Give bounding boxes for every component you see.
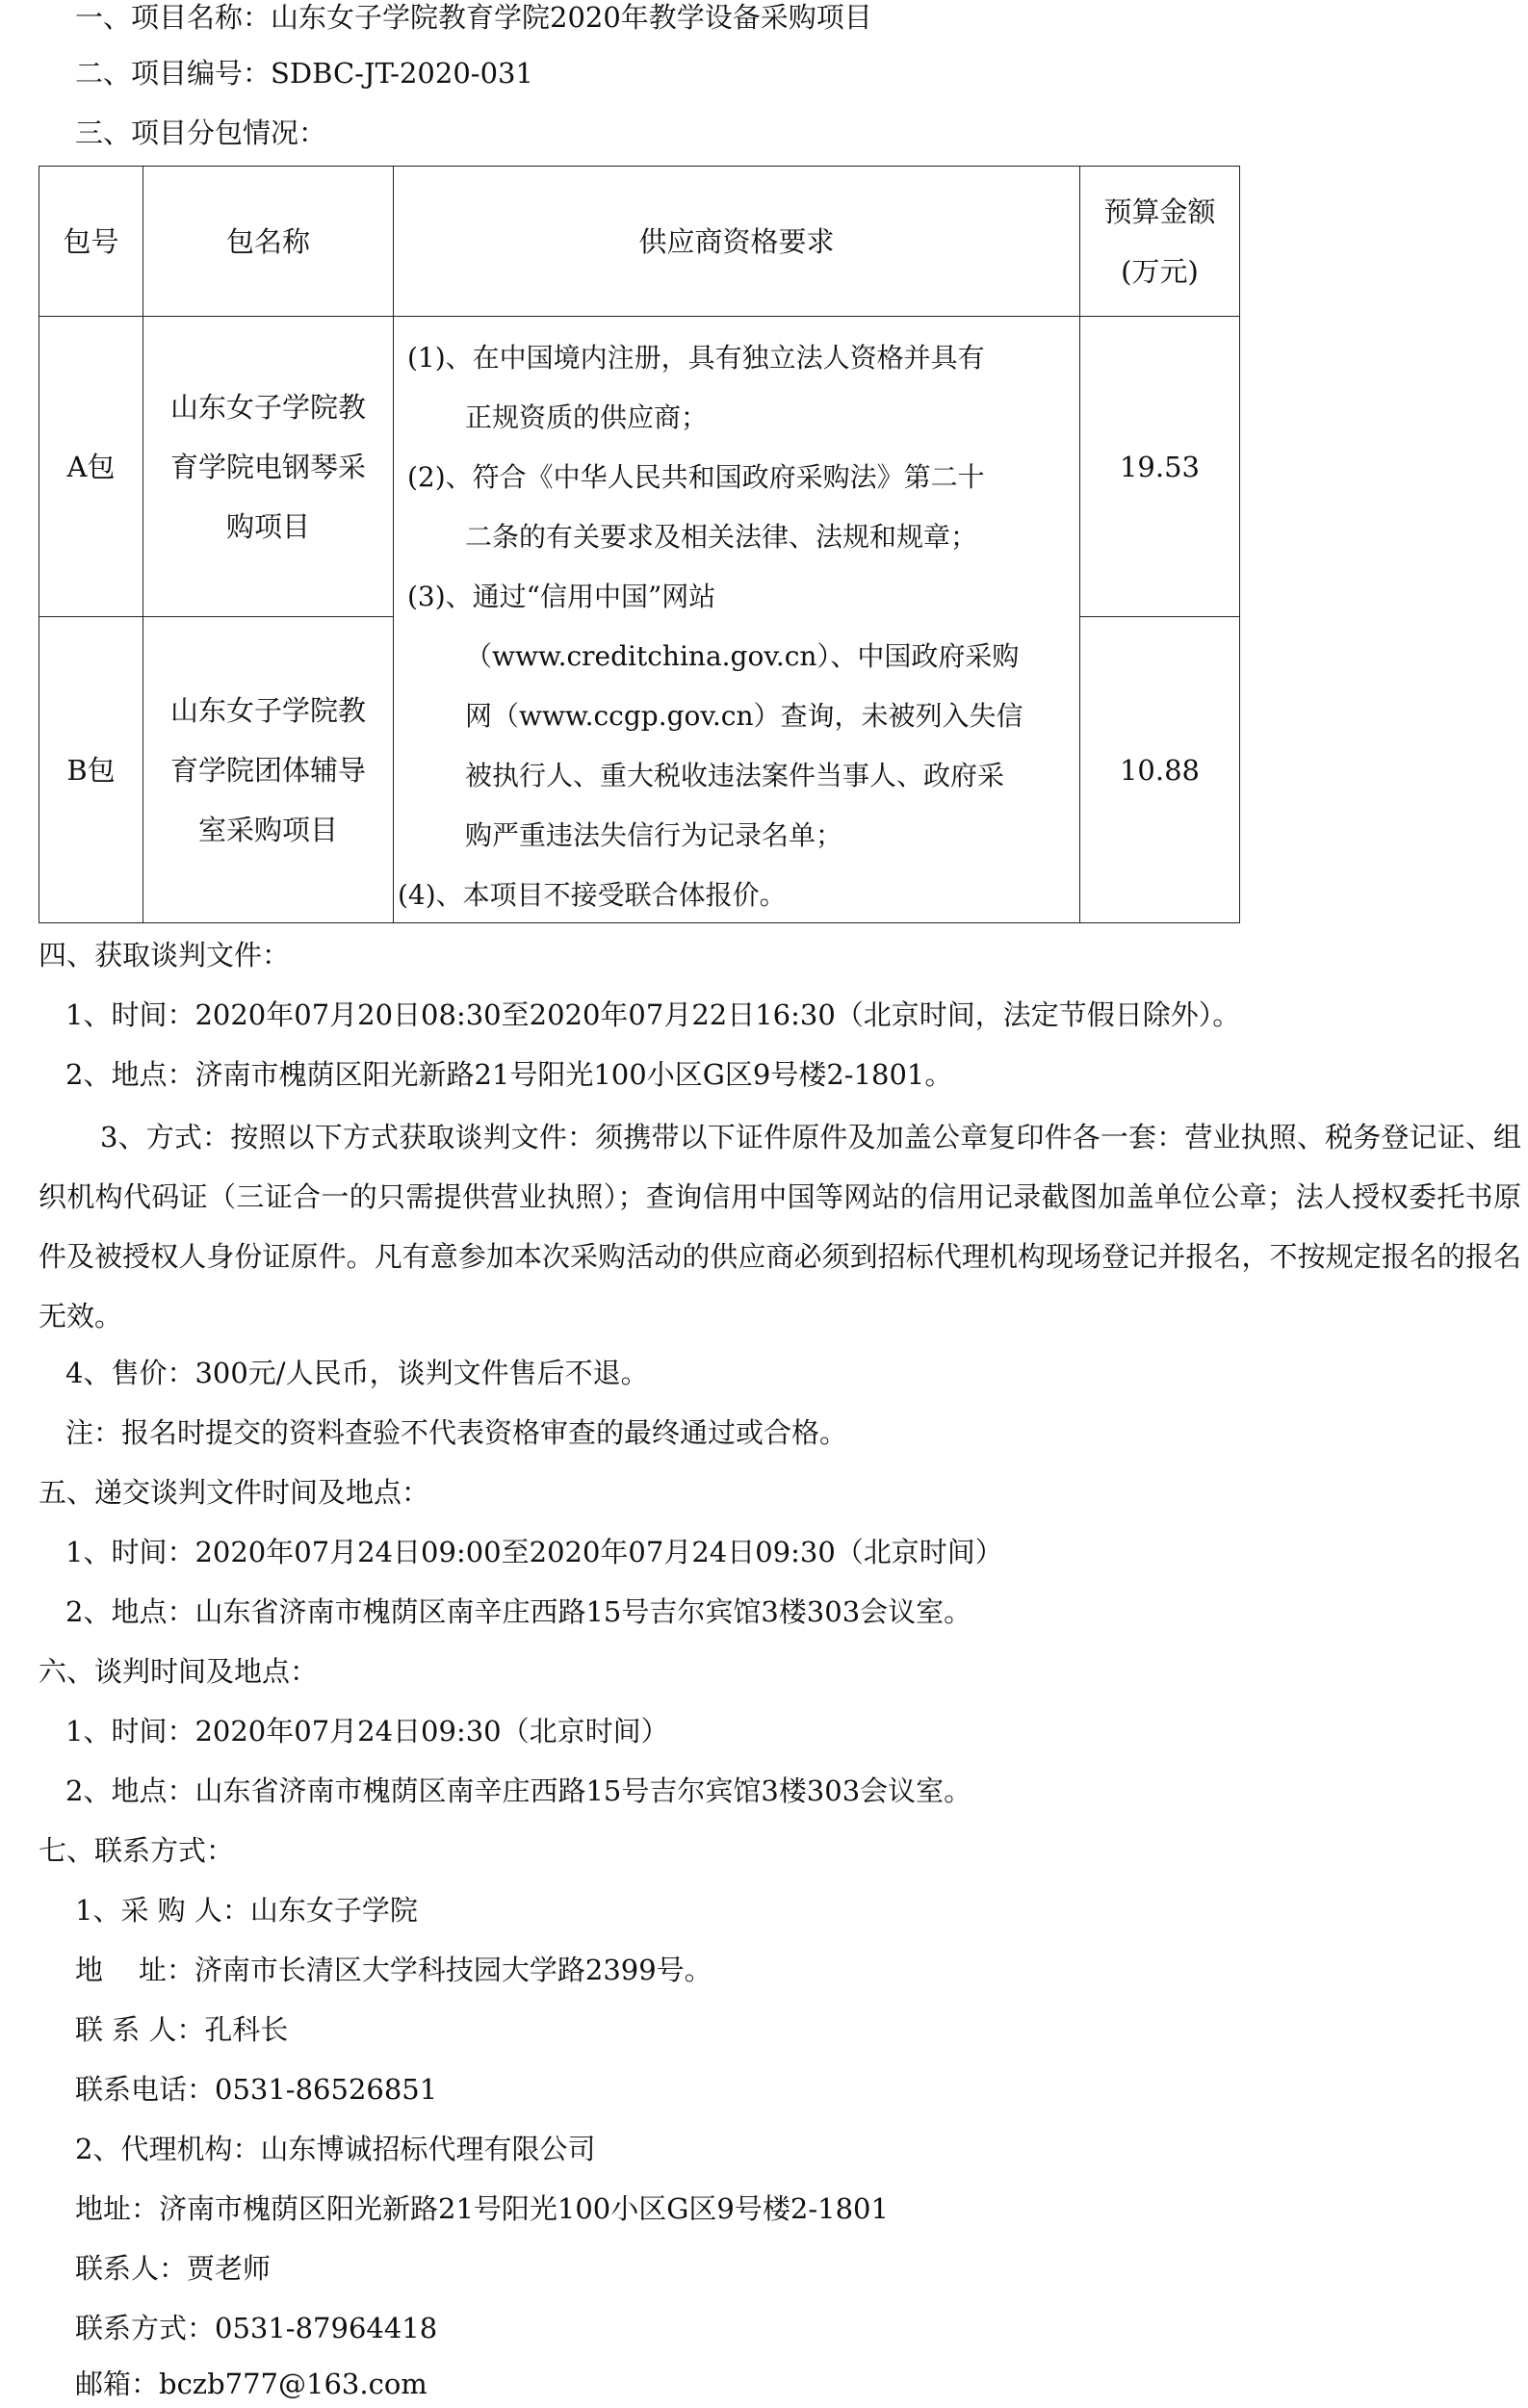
package-name-a-line2: 育学院电钢琴采 [169,450,366,483]
requirement-line: （www.creditchina.gov.cn）、中国政府采购 [465,640,1020,672]
buyer-name: 1、采 购 人：山东女子学院 [75,1894,418,1927]
budget-b: 10.88 [1080,617,1240,923]
requirement-line: 购严重违法失信行为记录名单； [465,819,843,851]
package-id-b: B包 [39,617,143,923]
section-6-place: 2、地点：山东省济南市槐荫区南辛庄西路15号吉尔宾馆3楼303会议室。 [65,1774,972,1807]
budget-a: 19.53 [1080,317,1240,617]
package-table [39,166,1240,923]
header-budget-line2: (万元) [1121,254,1199,288]
requirements-wrapper [394,317,1079,922]
package-name-b [143,617,394,923]
package-name-a-line3: 购项目 [225,509,310,543]
section-4-note: 注：报名时提交的资料查验不代表资格审查的最终通过或合格。 [65,1416,848,1449]
agent-email: 邮箱：bczb777@163.com [75,2368,427,2400]
package-id-a: A包 [39,317,143,617]
section-4-price: 4、售价：300元/人民币，谈判文件售后不退。 [65,1357,649,1389]
requirement-line: 二条的有关要求及相关法律、法规和规章； [465,521,978,553]
requirement-line: (4)、本项目不接受联合体报价。 [398,879,787,911]
agent-phone: 联系方式：0531-87964418 [75,2312,438,2344]
header-package-id: 包号 [39,167,143,317]
section-6-title: 六、谈判时间及地点： [39,1655,319,1688]
header-budget [1080,167,1240,317]
section-5-title: 五、递交谈判文件时间及地点： [39,1476,430,1509]
header-requirements: 供应商资格要求 [394,167,1080,317]
package-name-b-line2: 育学院团体辅导 [169,753,366,787]
section-4-place: 2、地点：济南市槐荫区阳光新路21号阳光100小区G区9号楼2-1801。 [65,1058,953,1091]
section-7-title: 七、联系方式： [39,1834,235,1867]
section-5-place: 2、地点：山东省济南市槐荫区南辛庄西路15号吉尔宾馆3楼303会议室。 [65,1595,972,1628]
package-name-a [143,317,394,617]
package-name-b-line3: 室采购项目 [197,813,338,846]
section-4-title: 四、获取谈判文件： [39,939,291,971]
requirement-line: 被执行人、重大税收违法案件当事人、政府采 [465,760,1005,791]
requirement-line: (1)、在中国境内注册，具有独立法人资格并具有 [407,342,985,374]
header-budget-line1: 预算金额 [1103,194,1216,228]
section-4-time: 1、时间：2020年07月20日08:30至2020年07月22日16:30（北京时间，法定节假日除外）。 [65,998,1241,1031]
agent-name: 2、代理机构：山东博诚招标代理有限公司 [75,2133,596,2165]
agent-address: 地址：济南市槐荫区阳光新路21号阳光100小区G区9号楼2-1801 [75,2192,889,2225]
buyer-contact: 联 系 人：孔科长 [75,2013,289,2046]
section-4-method: 3、方式：按照以下方式获取谈判文件：须携带以下证件原件及加盖公章复印件各一套：营业执照、税务登记证、组织机构代码证（三证合一的只需提供营业执照）；查询信用中国等网站的信用记录截图加盖单位公章；法人授权委托书原件及被授权人身份证原件。凡有意参加本次采购活动的供应商必须到招标代理机构现场登记并报名，不按规定报名的报名无效。 [39,1121,1521,1333]
section-1-project-name: 一、项目名称：山东女子学院教育学院2020年教学设备采购项目 [75,1,872,34]
requirement-line: (3)、通过“信用中国”网站 [407,581,716,612]
table-header-row [39,167,1240,317]
agent-contact: 联系人：贾老师 [75,2252,272,2285]
requirement-line: (2)、符合《中华人民共和国政府采购法》第二十 [407,461,985,493]
package-name-a-line1: 山东女子学院教 [169,390,366,424]
section-6-time: 1、时间：2020年07月24日09:30（北京时间） [65,1715,669,1748]
requirement-line: 正规资质的供应商； [465,401,709,433]
package-name-b-line1: 山东女子学院教 [169,693,366,727]
table-row [39,317,1240,617]
section-3-package-title: 三、项目分包情况： [75,117,327,149]
section-2-project-number: 二、项目编号：SDBC-JT-2020-031 [75,57,533,90]
requirements-list [398,328,1072,925]
buyer-address: 地 址：济南市长清区大学科技园大学路2399号。 [75,1954,712,1986]
header-package-name: 包名称 [143,167,394,317]
buyer-phone: 联系电话：0531-86526851 [75,2073,438,2106]
section-5-time: 1、时间：2020年07月24日09:00至2020年07月24日09:30（北京时间） [65,1536,1003,1568]
requirement-line: 网（www.ccgp.gov.cn）查询，未被列入失信 [465,700,1023,732]
requirements-cell [394,317,1080,923]
